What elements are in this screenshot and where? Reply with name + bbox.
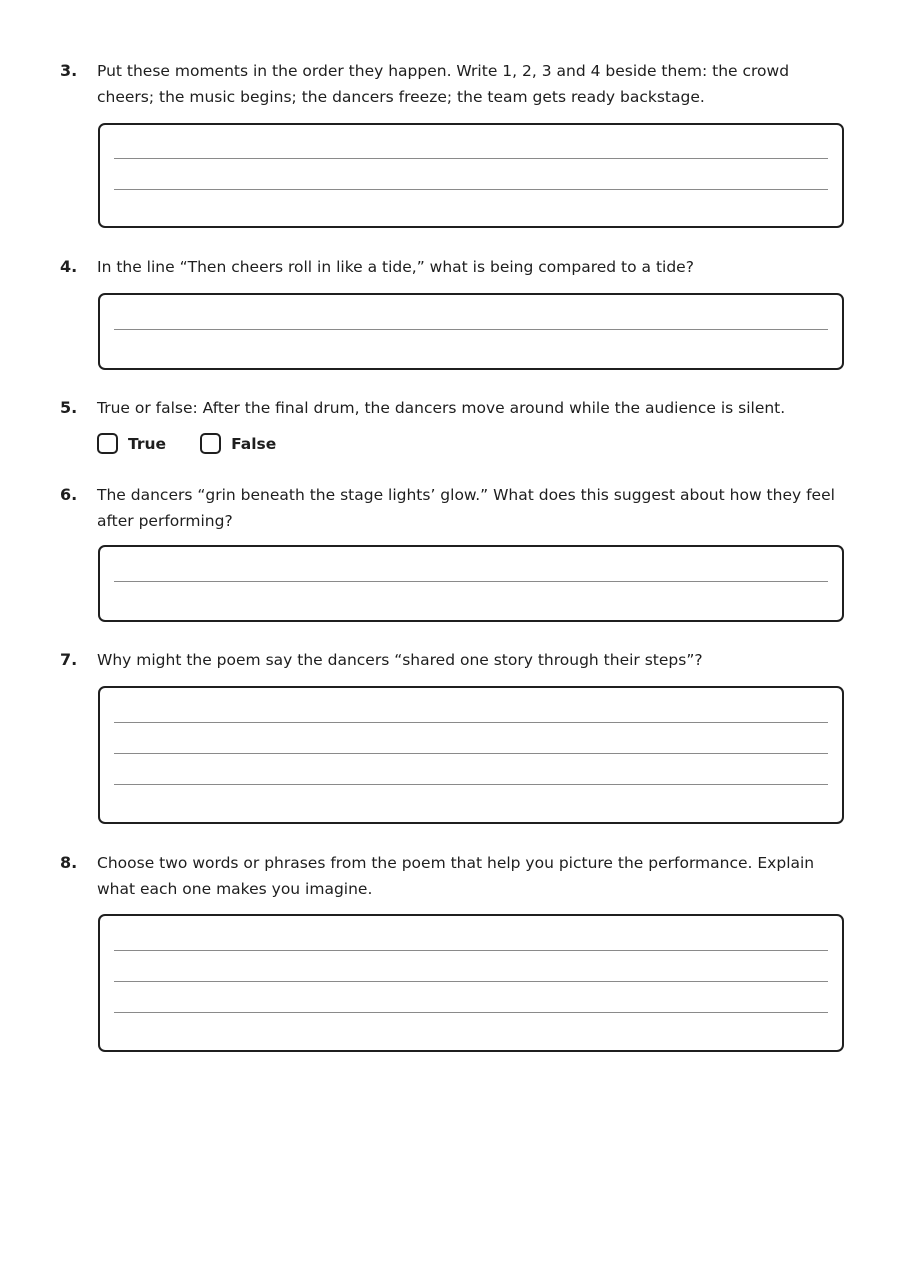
question-header bbox=[60, 395, 850, 421]
answer-line bbox=[114, 158, 828, 159]
answer-box[interactable] bbox=[98, 293, 844, 370]
question-header bbox=[60, 482, 850, 534]
true-label: True bbox=[128, 434, 167, 453]
answer-line bbox=[114, 1012, 828, 1013]
answer-line bbox=[114, 581, 828, 582]
true-checkbox[interactable] bbox=[97, 433, 118, 454]
answer-line bbox=[114, 189, 828, 190]
question-number: 8. bbox=[60, 853, 78, 872]
answer-line bbox=[114, 329, 828, 330]
question-8 bbox=[60, 850, 850, 902]
answer-box[interactable] bbox=[98, 686, 844, 824]
question-5 bbox=[60, 395, 850, 453]
question-number: 6. bbox=[60, 485, 78, 504]
question-number: 5. bbox=[60, 398, 78, 417]
question-text: Choose two words or phrases from the poem that help you picture the performance. Explain what each one makes you imagine. bbox=[97, 854, 815, 898]
question-text: True or false: After the final drum, the dancers move around while the audience is silent. bbox=[97, 399, 786, 417]
answer-line bbox=[114, 981, 828, 982]
false-checkbox[interactable] bbox=[200, 433, 221, 454]
answer-box[interactable] bbox=[98, 914, 844, 1052]
answer-line bbox=[114, 784, 828, 785]
option-true[interactable] bbox=[97, 433, 166, 454]
answer-box[interactable] bbox=[98, 545, 844, 622]
false-label: False bbox=[231, 434, 277, 453]
question-text: In the line “Then cheers roll in like a tide,” what is being compared to a tide? bbox=[97, 258, 694, 276]
question-text: The dancers “grin beneath the stage lights’ glow.” What does this suggest about how they feel after performing? bbox=[97, 486, 835, 530]
question-7 bbox=[60, 647, 850, 673]
question-4 bbox=[60, 254, 850, 280]
question-number: 3. bbox=[60, 61, 78, 80]
true-false-options bbox=[97, 433, 310, 454]
question-header bbox=[60, 647, 850, 673]
question-number: 7. bbox=[60, 650, 78, 669]
question-number: 4. bbox=[60, 257, 78, 276]
question-header bbox=[60, 254, 850, 280]
answer-box[interactable] bbox=[98, 123, 844, 228]
answer-line bbox=[114, 722, 828, 723]
question-text: Put these moments in the order they happen. Write 1, 2, 3 and 4 beside them: the crowd cheers; the music begins; the dancers freeze; the team gets ready backstage. bbox=[97, 62, 790, 106]
question-6 bbox=[60, 482, 850, 534]
question-header bbox=[60, 58, 850, 110]
answer-line bbox=[114, 753, 828, 754]
answer-line bbox=[114, 950, 828, 951]
question-3 bbox=[60, 58, 850, 110]
question-header bbox=[60, 850, 850, 902]
option-false[interactable] bbox=[200, 433, 276, 454]
question-text: Why might the poem say the dancers “shared one story through their steps”? bbox=[97, 651, 703, 669]
